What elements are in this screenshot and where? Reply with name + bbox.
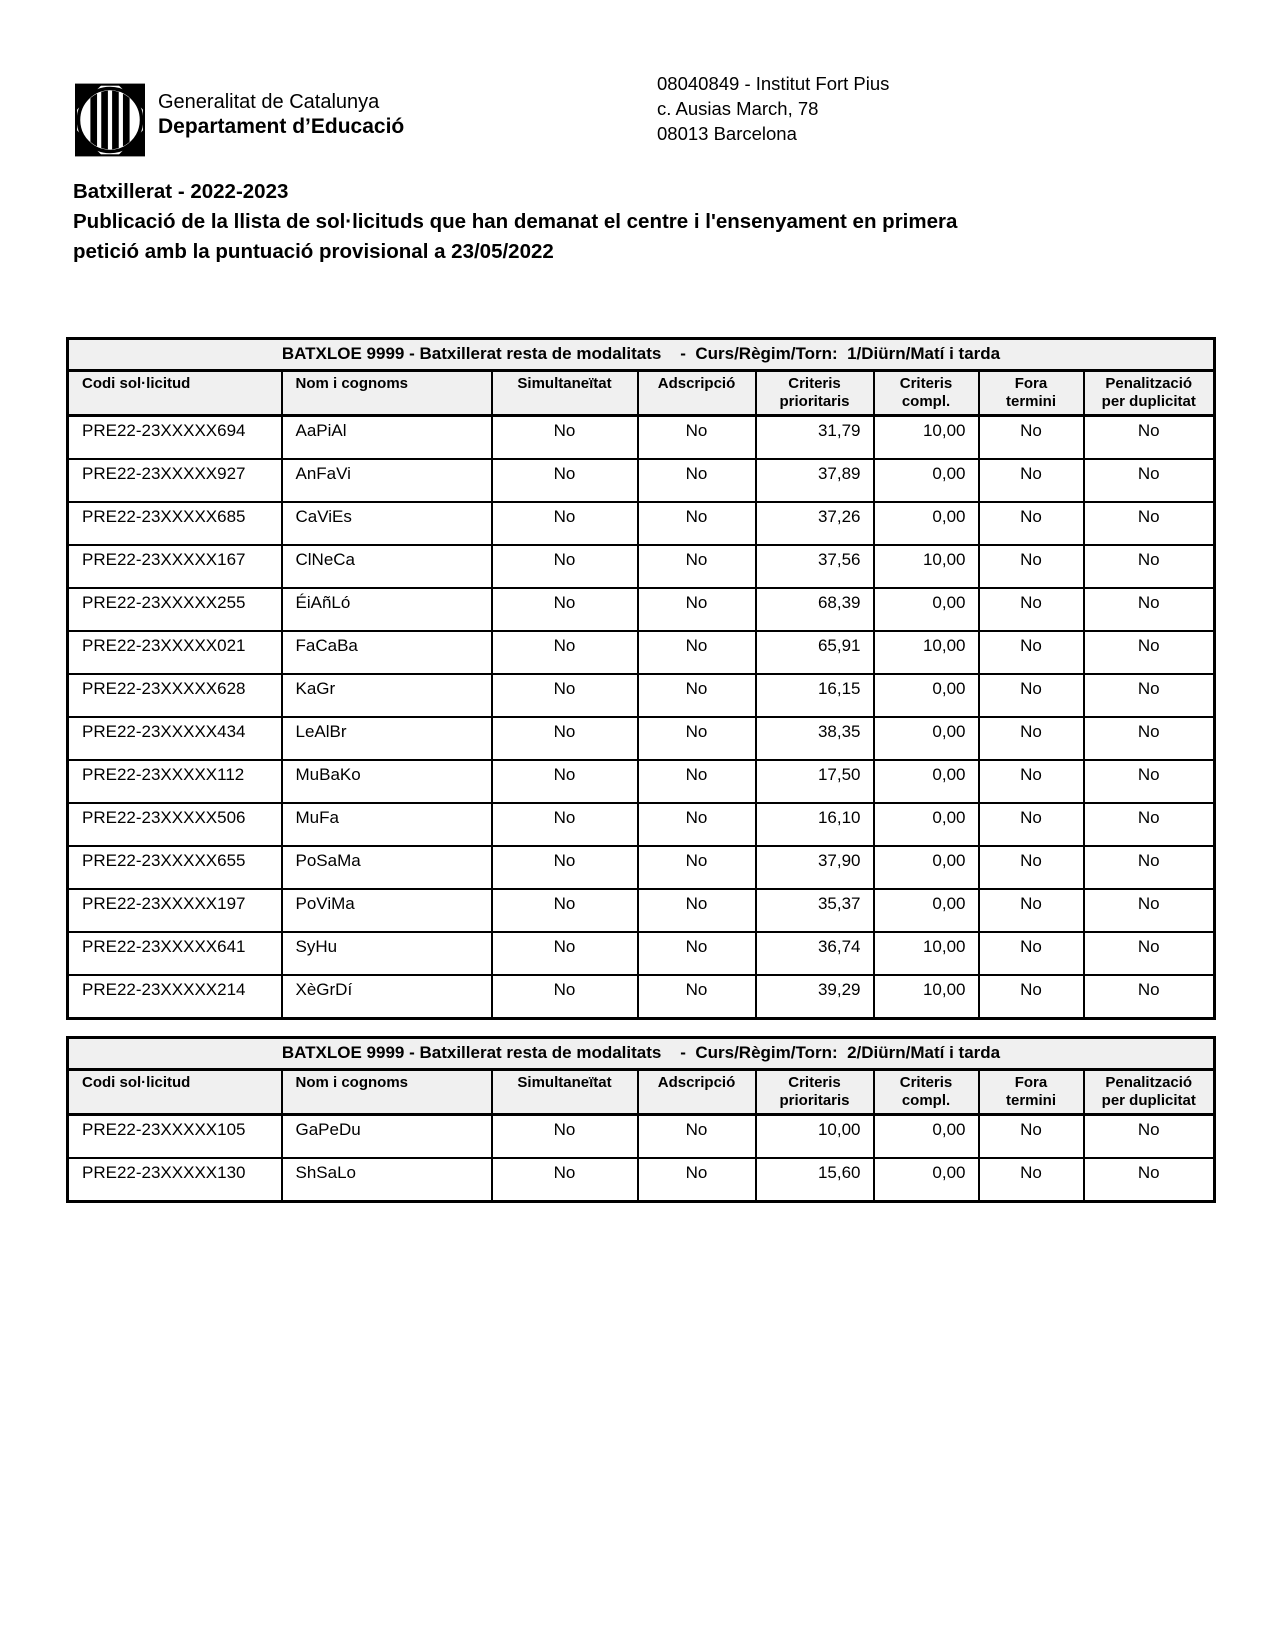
table-body-torn-2 [68, 1115, 1215, 1202]
cell-criteris-compl: 0,00 [874, 588, 979, 631]
cell-codi-sollicitud: PRE22-23XXXXX434 [68, 717, 282, 760]
cell-codi-sollicitud: PRE22-23XXXXX506 [68, 803, 282, 846]
col-header-criteris-compl: Criteris compl. [874, 1070, 979, 1115]
cell-penalitzacio-duplicitat: No [1084, 717, 1215, 760]
table-row [68, 846, 1215, 889]
cell-criteris-compl: 10,00 [874, 416, 979, 460]
col-header-simultaneitat: Simultaneïtat [492, 1070, 638, 1115]
cell-criteris-prioritaris: 37,26 [756, 502, 874, 545]
col-header-penalitzacio-duplicitat: Penalització per duplicitat [1084, 1070, 1215, 1115]
cell-codi-sollicitud: PRE22-23XXXXX021 [68, 631, 282, 674]
cell-penalitzacio-duplicitat: No [1084, 502, 1215, 545]
cell-criteris-compl: 0,00 [874, 1115, 979, 1159]
cell-simultaneitat: No [492, 975, 638, 1019]
cell-nom-i-cognoms: ShSaLo [282, 1158, 492, 1202]
table-row [68, 674, 1215, 717]
cell-fora-termini: No [979, 846, 1084, 889]
cell-criteris-prioritaris: 37,89 [756, 459, 874, 502]
cell-criteris-compl: 10,00 [874, 545, 979, 588]
cell-adscripcio: No [638, 846, 756, 889]
table-row [68, 1115, 1215, 1159]
cell-criteris-compl: 10,00 [874, 631, 979, 674]
cell-fora-termini: No [979, 502, 1084, 545]
cell-fora-termini: No [979, 717, 1084, 760]
cell-codi-sollicitud: PRE22-23XXXXX197 [68, 889, 282, 932]
cell-fora-termini: No [979, 631, 1084, 674]
cell-nom-i-cognoms: LeAlBr [282, 717, 492, 760]
cell-simultaneitat: No [492, 545, 638, 588]
table-row [68, 502, 1215, 545]
org-name: Generalitat de Catalunya [158, 91, 380, 113]
cell-simultaneitat: No [492, 674, 638, 717]
cell-fora-termini: No [979, 889, 1084, 932]
cell-nom-i-cognoms: XèGrDí [282, 975, 492, 1019]
cell-fora-termini: No [979, 459, 1084, 502]
cell-penalitzacio-duplicitat: No [1084, 760, 1215, 803]
cell-nom-i-cognoms: PoSaMa [282, 846, 492, 889]
cell-criteris-compl: 0,00 [874, 1158, 979, 1202]
col-header-fora-termini: Fora termini [979, 371, 1084, 416]
table-row [68, 416, 1215, 460]
brand-text [158, 83, 404, 139]
cell-simultaneitat: No [492, 846, 638, 889]
cell-codi-sollicitud: PRE22-23XXXXX685 [68, 502, 282, 545]
cell-criteris-prioritaris: 37,56 [756, 545, 874, 588]
center-address: c. Ausias March, 78 [657, 98, 819, 119]
table-row [68, 459, 1215, 502]
table-row [68, 975, 1215, 1019]
cell-fora-termini: No [979, 1115, 1084, 1159]
cell-penalitzacio-duplicitat: No [1084, 631, 1215, 674]
cell-fora-termini: No [979, 545, 1084, 588]
col-header-codi-sollicitud: Codi sol·licitud [68, 371, 282, 416]
cell-fora-termini: No [979, 416, 1084, 460]
table-row [68, 760, 1215, 803]
cell-criteris-prioritaris: 38,35 [756, 717, 874, 760]
cell-adscripcio: No [638, 588, 756, 631]
cell-nom-i-cognoms: MuFa [282, 803, 492, 846]
table-title-row [68, 1038, 1215, 1070]
col-header-nom-i-cognoms: Nom i cognoms [282, 1070, 492, 1115]
cell-penalitzacio-duplicitat: No [1084, 545, 1215, 588]
table-row [68, 1158, 1215, 1202]
cell-criteris-prioritaris: 39,29 [756, 975, 874, 1019]
cell-codi-sollicitud: PRE22-23XXXXX130 [68, 1158, 282, 1202]
cell-codi-sollicitud: PRE22-23XXXXX167 [68, 545, 282, 588]
cell-simultaneitat: No [492, 760, 638, 803]
col-header-penalitzacio-duplicitat: Penalització per duplicitat [1084, 371, 1215, 416]
center-city: 08013 Barcelona [657, 123, 797, 144]
cell-fora-termini: No [979, 674, 1084, 717]
cell-criteris-compl: 10,00 [874, 975, 979, 1019]
cell-nom-i-cognoms: AaPiAl [282, 416, 492, 460]
cell-simultaneitat: No [492, 932, 638, 975]
cell-adscripcio: No [638, 932, 756, 975]
doc-subtitle-line: petició amb la puntuació provisional a 23/05/2022 [73, 240, 554, 263]
cell-nom-i-cognoms: GaPeDu [282, 1115, 492, 1159]
cell-criteris-compl: 0,00 [874, 459, 979, 502]
cell-criteris-prioritaris: 17,50 [756, 760, 874, 803]
cell-adscripcio: No [638, 459, 756, 502]
cell-penalitzacio-duplicitat: No [1084, 803, 1215, 846]
cell-criteris-compl: 0,00 [874, 889, 979, 932]
cell-penalitzacio-duplicitat: No [1084, 889, 1215, 932]
cell-nom-i-cognoms: FaCaBa [282, 631, 492, 674]
generalitat-coat-of-arms-icon [75, 83, 145, 157]
table-title: BATXLOE 9999 - Batxillerat resta de modalitats - Curs/Règim/Torn: 1/Diürn/Matí i tarda [68, 339, 1215, 371]
cell-penalitzacio-duplicitat: No [1084, 1115, 1215, 1159]
cell-codi-sollicitud: PRE22-23XXXXX927 [68, 459, 282, 502]
cell-criteris-compl: 0,00 [874, 846, 979, 889]
col-header-adscripcio: Adscripció [638, 1070, 756, 1115]
cell-simultaneitat: No [492, 631, 638, 674]
cell-criteris-prioritaris: 16,10 [756, 803, 874, 846]
cell-adscripcio: No [638, 545, 756, 588]
col-header-fora-termini: Fora termini [979, 1070, 1084, 1115]
col-header-adscripcio: Adscripció [638, 371, 756, 416]
cell-fora-termini: No [979, 1158, 1084, 1202]
cell-penalitzacio-duplicitat: No [1084, 975, 1215, 1019]
cell-criteris-prioritaris: 31,79 [756, 416, 874, 460]
column-header-row [68, 1070, 1215, 1115]
col-header-criteris-compl: Criteris compl. [874, 371, 979, 416]
cell-criteris-prioritaris: 10,00 [756, 1115, 874, 1159]
center-code-name: 08040849 - Institut Fort Pius [657, 73, 890, 94]
cell-simultaneitat: No [492, 502, 638, 545]
cell-criteris-compl: 0,00 [874, 803, 979, 846]
cell-codi-sollicitud: PRE22-23XXXXX641 [68, 932, 282, 975]
table-row [68, 588, 1215, 631]
cell-codi-sollicitud: PRE22-23XXXXX255 [68, 588, 282, 631]
cell-codi-sollicitud: PRE22-23XXXXX214 [68, 975, 282, 1019]
cell-criteris-prioritaris: 65,91 [756, 631, 874, 674]
cell-penalitzacio-duplicitat: No [1084, 416, 1215, 460]
cell-nom-i-cognoms: CaViEs [282, 502, 492, 545]
cell-adscripcio: No [638, 674, 756, 717]
cell-adscripcio: No [638, 975, 756, 1019]
cell-adscripcio: No [638, 717, 756, 760]
doc-title-line: Batxillerat - 2022-2023 [73, 180, 289, 203]
cell-nom-i-cognoms: MuBaKo [282, 760, 492, 803]
cell-fora-termini: No [979, 975, 1084, 1019]
cell-codi-sollicitud: PRE22-23XXXXX105 [68, 1115, 282, 1159]
doc-title-block [73, 177, 1158, 267]
cell-simultaneitat: No [492, 1115, 638, 1159]
cell-criteris-prioritaris: 16,15 [756, 674, 874, 717]
cell-fora-termini: No [979, 803, 1084, 846]
cell-fora-termini: No [979, 932, 1084, 975]
cell-simultaneitat: No [492, 459, 638, 502]
cell-penalitzacio-duplicitat: No [1084, 932, 1215, 975]
cell-adscripcio: No [638, 889, 756, 932]
cell-adscripcio: No [638, 1115, 756, 1159]
col-header-nom-i-cognoms: Nom i cognoms [282, 371, 492, 416]
table-row [68, 889, 1215, 932]
cell-criteris-prioritaris: 35,37 [756, 889, 874, 932]
cell-codi-sollicitud: PRE22-23XXXXX112 [68, 760, 282, 803]
cell-nom-i-cognoms: ClNeCa [282, 545, 492, 588]
cell-adscripcio: No [638, 760, 756, 803]
cell-penalitzacio-duplicitat: No [1084, 588, 1215, 631]
cell-nom-i-cognoms: ÉiAñLó [282, 588, 492, 631]
col-header-criteris-prioritaris: Criteris prioritaris [756, 1070, 874, 1115]
cell-simultaneitat: No [492, 717, 638, 760]
cell-criteris-prioritaris: 37,90 [756, 846, 874, 889]
cell-adscripcio: No [638, 631, 756, 674]
cell-nom-i-cognoms: KaGr [282, 674, 492, 717]
doc-subtitle-line: Publicació de la llista de sol·licituds que han demanat el centre i l'ensenyament en primera [73, 210, 958, 233]
cell-adscripcio: No [638, 502, 756, 545]
applications-table-torn-2 [66, 1036, 1216, 1203]
cell-penalitzacio-duplicitat: No [1084, 1158, 1215, 1202]
cell-codi-sollicitud: PRE22-23XXXXX655 [68, 846, 282, 889]
cell-fora-termini: No [979, 588, 1084, 631]
cell-criteris-compl: 0,00 [874, 717, 979, 760]
cell-adscripcio: No [638, 1158, 756, 1202]
col-header-simultaneitat: Simultaneïtat [492, 371, 638, 416]
cell-fora-termini: No [979, 760, 1084, 803]
table-body-torn-1 [68, 416, 1215, 1019]
cell-adscripcio: No [638, 416, 756, 460]
cell-nom-i-cognoms: PoViMa [282, 889, 492, 932]
col-header-codi-sollicitud: Codi sol·licitud [68, 1070, 282, 1115]
cell-criteris-prioritaris: 68,39 [756, 588, 874, 631]
cell-codi-sollicitud: PRE22-23XXXXX694 [68, 416, 282, 460]
column-header-row [68, 371, 1215, 416]
table-row [68, 717, 1215, 760]
table-row [68, 545, 1215, 588]
cell-penalitzacio-duplicitat: No [1084, 846, 1215, 889]
cell-simultaneitat: No [492, 1158, 638, 1202]
cell-criteris-compl: 0,00 [874, 760, 979, 803]
cell-penalitzacio-duplicitat: No [1084, 459, 1215, 502]
cell-simultaneitat: No [492, 416, 638, 460]
cell-adscripcio: No [638, 803, 756, 846]
cell-simultaneitat: No [492, 803, 638, 846]
table-row [68, 932, 1215, 975]
cell-penalitzacio-duplicitat: No [1084, 674, 1215, 717]
dept-name: Departament d’Educació [158, 115, 405, 138]
table-title-row [68, 339, 1215, 371]
center-info-block [657, 71, 889, 146]
cell-simultaneitat: No [492, 588, 638, 631]
cell-simultaneitat: No [492, 889, 638, 932]
col-header-criteris-prioritaris: Criteris prioritaris [756, 371, 874, 416]
cell-codi-sollicitud: PRE22-23XXXXX628 [68, 674, 282, 717]
cell-nom-i-cognoms: SyHu [282, 932, 492, 975]
applications-table-torn-1 [66, 337, 1216, 1020]
table-title: BATXLOE 9999 - Batxillerat resta de modalitats - Curs/Règim/Torn: 2/Diürn/Matí i tarda [68, 1038, 1215, 1070]
cell-criteris-compl: 0,00 [874, 674, 979, 717]
cell-criteris-prioritaris: 36,74 [756, 932, 874, 975]
header-brand [75, 83, 404, 157]
cell-criteris-prioritaris: 15,60 [756, 1158, 874, 1202]
table-row [68, 803, 1215, 846]
cell-criteris-compl: 10,00 [874, 932, 979, 975]
table-row [68, 631, 1215, 674]
cell-nom-i-cognoms: AnFaVi [282, 459, 492, 502]
cell-criteris-compl: 0,00 [874, 502, 979, 545]
